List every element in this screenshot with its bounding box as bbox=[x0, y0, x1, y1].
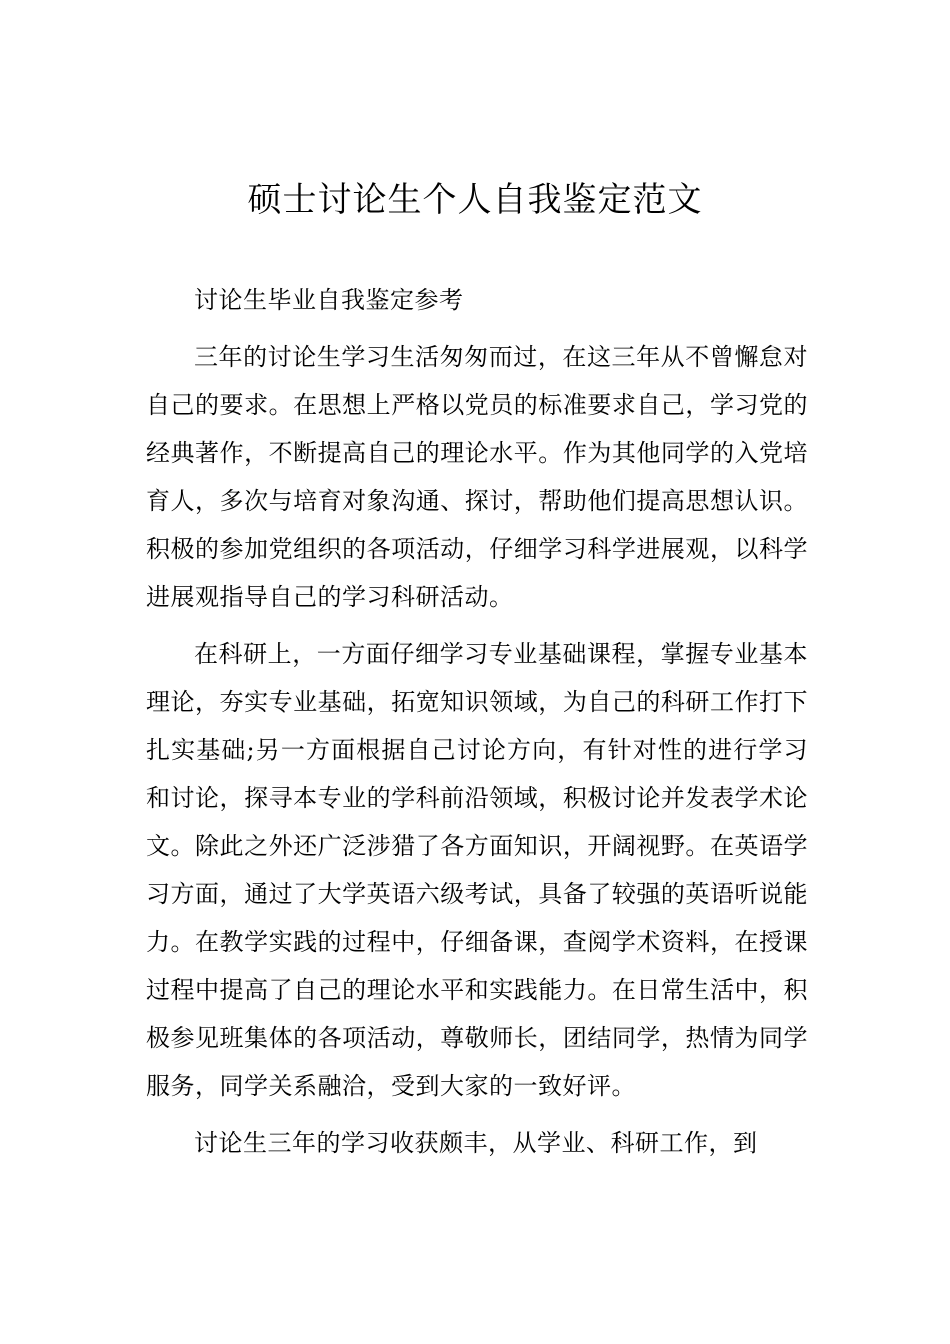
paragraph-ideology: 三年的讨论生学习生活匆匆而过，在这三年从不曾懈怠对自己的要求。在思想上严格以党员的标准要求自己，学习党的经典著作，不断提高自己的理论水平。作为其他同学的入党培育人，多次与培育对象沟通、探讨，帮助他们提高思想认识。积极的参加党组织的各项活动，仔细学习科学进展观，以科学进展观指导自己的学习科研活动。 bbox=[146, 343, 808, 611]
paragraph-research: 在科研上，一方面仔细学习专业基础课程，掌握专业基本理论，夯实专业基础，拓宽知识领域，为自己的科研工作打下扎实基础;另一方面根据自己讨论方向，有针对性的进行学习和讨论，探寻本专业的学科前沿领域，积极讨论并发表学术论文。除此之外还广泛涉猎了各方面知识，开阔视野。在英语学习方面，通过了大学英语六级考试，具备了较强的英语听说能力。在教学实践的过程中，仔细备课，查阅学术资料，在授课过程中提高了自己的理论水平和实践能力。在日常生活中，积极参见班集体的各项活动，尊敬师长，团结同学，热情为同学服务，同学关系融洽，受到大家的一致好评。 bbox=[146, 640, 808, 1100]
paragraph-subtitle: 讨论生毕业自我鉴定参考 bbox=[194, 286, 464, 314]
document-body bbox=[146, 276, 808, 1167]
paragraph-summary: 讨论生三年的学习收获颇丰，从学业、科研工作，到 bbox=[194, 1129, 758, 1157]
document-title: 硕士讨论生个人自我鉴定范文 bbox=[247, 180, 703, 220]
